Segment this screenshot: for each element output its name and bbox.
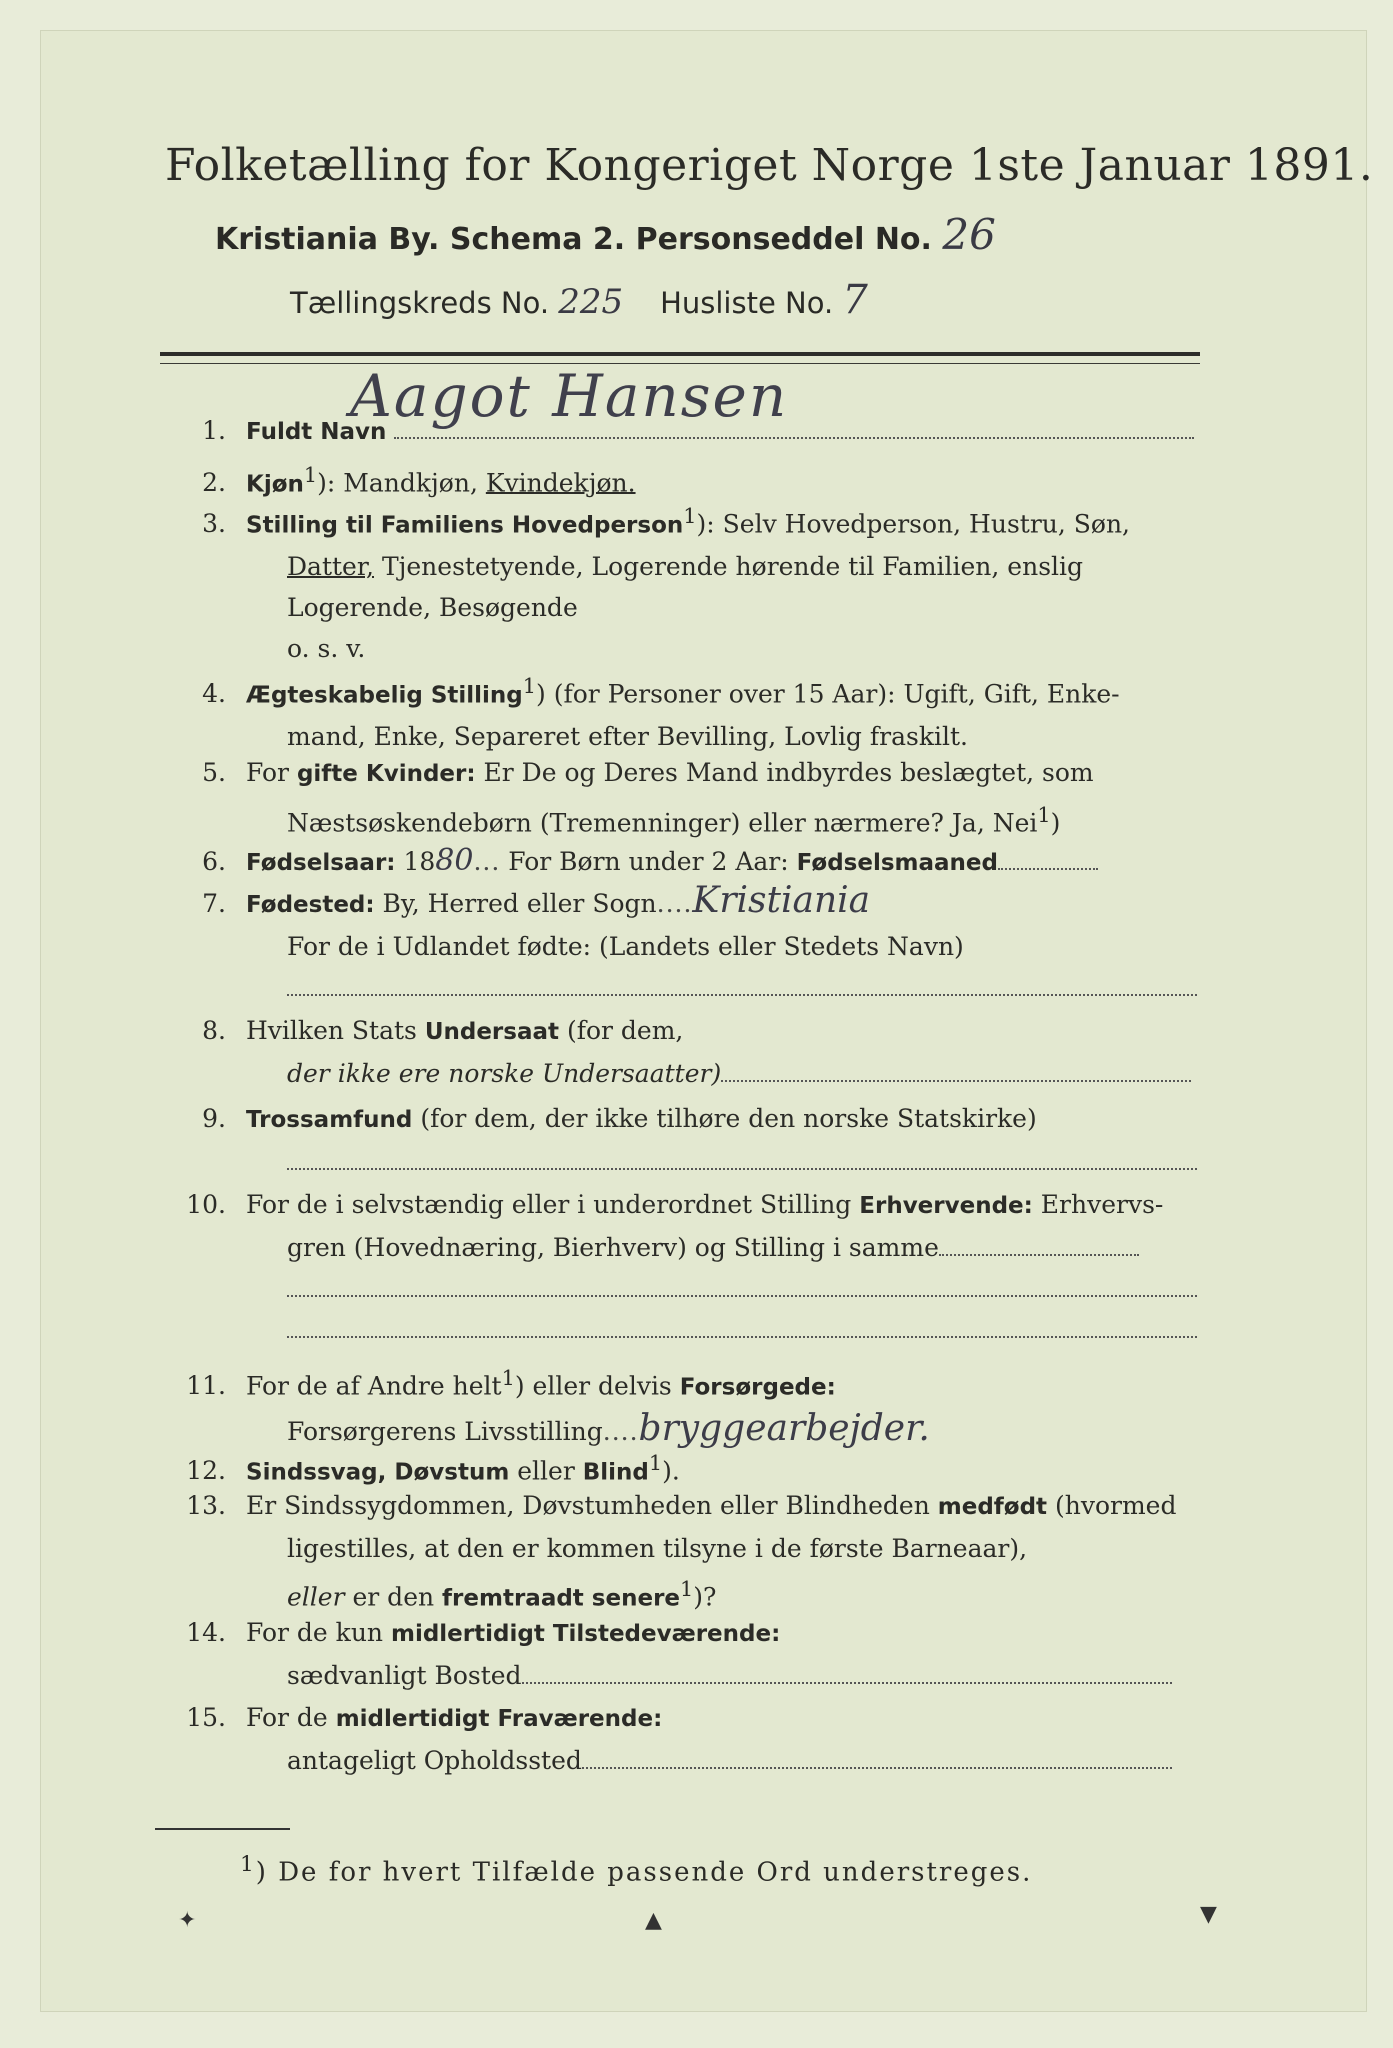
selected-option: Kvindekjøn. (485, 468, 636, 498)
registration-mark-icon: ✦ (178, 1908, 197, 1933)
birth-year-value: 80 (435, 843, 474, 878)
item-9 (160, 1098, 1200, 1182)
item-label: medfødt (937, 1494, 1048, 1520)
item-text: Erhvervs- (1032, 1190, 1164, 1219)
footnote-marker: 1 (240, 1852, 256, 1877)
item-text: )? (693, 1582, 717, 1612)
item-number: 12. (186, 1456, 226, 1486)
item-label: midlertidigt Tilstedeværende: (390, 1621, 781, 1647)
kreds-label: Tællingskreds No. (290, 286, 550, 320)
item-text: 18 (395, 847, 436, 876)
item-label: Undersaat (424, 1019, 559, 1045)
item-text: ) eller delvis (514, 1371, 680, 1401)
item-number: 13. (186, 1491, 226, 1520)
fill-line (522, 1682, 1172, 1684)
footnote-rule (155, 1828, 290, 1830)
item-text: Hvilken Stats (246, 1016, 425, 1045)
item-label: Trossamfund (246, 1107, 413, 1133)
item-label: Sindssvag, Døvstum (246, 1459, 510, 1486)
item-text: Tjenestetyende, Logerende hørende til Familien, enslig (374, 552, 1084, 582)
item-8 (160, 1010, 1200, 1094)
item-15 (160, 1697, 1200, 1781)
item-label: Stilling til Familiens Hovedperson (246, 512, 684, 539)
item-text: Næstsøskendebørn (Tremenninger) eller nærmere? Ja, Nei (287, 808, 1038, 838)
item-text: o. s. v. (287, 634, 366, 664)
item-7: 7. Fødested: By, Herred eller Sogn....Kristiania For de i Udlandet fødte: (Landets eller Stedets Navn) (160, 880, 1200, 1008)
husliste-label: Husliste No. (660, 286, 834, 320)
footnote-ref: 1 (303, 463, 318, 487)
item-text: (for dem, der ikke tilhøre den norske Statskirke) (412, 1104, 1037, 1133)
item-text: gren (Hovednæring, Bierhverv) og Stilling i samme (287, 1233, 939, 1262)
item-label: Fødselsaar: (246, 850, 396, 876)
item-14 (160, 1612, 1200, 1696)
fill-line (287, 1336, 1197, 1338)
kreds-number: 225 (558, 282, 624, 322)
item-number: 11. (186, 1371, 226, 1401)
item-text: For de (246, 1703, 336, 1732)
city-schema-label: Kristiania By. Schema 2. Personseddel No. (215, 222, 932, 257)
item-text: For Børn under 2 Aar: (500, 847, 797, 876)
item-label: Fuldt Navn (246, 419, 387, 445)
signature-name: Aagot Hansen (350, 362, 789, 430)
item-text: For de kun (246, 1618, 391, 1647)
item-text: ): Mandkjøn, (317, 468, 486, 498)
item-text: Er Sindssygdommen, Døvstumheden eller Blindheden (246, 1491, 938, 1520)
item-number: 5. (202, 758, 226, 787)
fill-line (394, 437, 1194, 439)
item-label: Kjøn (246, 471, 304, 498)
item-text: ) (for Personer over 15 Aar): Ugift, Gift, Enke- (536, 679, 1120, 709)
item-text: mand, Enke, Separeret efter Bevilling, Lovlig fraskilt. (287, 722, 968, 752)
item-text: er den (344, 1582, 443, 1612)
husliste-number: 7 (842, 277, 868, 323)
item-text: Logerende, Besøgende (287, 593, 578, 623)
provider-occupation-value: bryggearbejder. (638, 1408, 930, 1450)
item-text: antageligt Opholdssted (287, 1746, 582, 1775)
kreds-line (290, 277, 868, 323)
item-number: 6. (202, 847, 226, 876)
birthplace-value: Kristiania (692, 880, 871, 921)
item-text: Forsørgerens Livsstilling (287, 1417, 603, 1447)
item-text: For (246, 758, 297, 787)
item-label: midlertidigt Fraværende: (335, 1706, 663, 1732)
item-text: For de af Andre helt (246, 1371, 502, 1401)
item-6: 6. Fødselsaar: 1880... For Børn under 2 Aar: Fødselsmaaned (160, 840, 1200, 884)
fill-line (939, 1254, 1139, 1256)
item-number: 3. (202, 509, 226, 539)
item-number: 15. (186, 1703, 226, 1732)
schema-line (215, 210, 996, 259)
item-number: 8. (202, 1016, 226, 1045)
item-label: Ægteskabelig Stilling (246, 682, 523, 709)
item-label: Fødested: (246, 892, 375, 918)
footnote-text: De for hvert Tilfælde passende Ord understreges. (278, 1857, 1033, 1888)
fill-line (287, 994, 1197, 996)
item-12: 12. Sindssvag, Døvstum eller Blind$^1$). (160, 1443, 1200, 1493)
item-text: ligestilles, at den er kommen tilsyne i de første Barneaar), (287, 1534, 1028, 1563)
fill-line (721, 1080, 1191, 1082)
page-title: Folketælling for Kongeriget Norge 1ste Januar 1891. (165, 140, 1374, 191)
item-text: eller (287, 1582, 345, 1612)
item-text: ): Selv Hovedperson, Hustru, Søn, (696, 509, 1130, 539)
item-text: (hvormed (1047, 1491, 1177, 1520)
item-10 (160, 1184, 1200, 1350)
item-text: Er De og Deres Mand indbyrdes beslægtet, som (475, 758, 1094, 787)
item-label: gifte Kvinder: (296, 761, 476, 787)
item-number: 4. (202, 679, 226, 709)
item-label: Forsørgede: (679, 1374, 836, 1401)
registration-mark-icon: ▼ (1200, 1902, 1217, 1927)
item-13: 13. Er Sindssygdommen, Døvstumheden eller Blindheden medfødt (hvormed ligestilles, at den er kommen tilsyne i de første Barneaar), eller er den fremtraadt senere$^1$)? (160, 1485, 1200, 1619)
item-text: For de i Udlandet fødte: (Landets eller Stedets Navn) (287, 932, 964, 961)
fill-line (582, 1767, 1172, 1769)
item-1 (160, 410, 1200, 453)
item-number: 1. (202, 416, 226, 445)
fill-line (287, 1295, 1197, 1297)
registration-mark-icon: ▲ (645, 1908, 662, 1933)
item-11: 11. For de af Andre helt$^1$) eller delvis Forsørgede: Forsørgerens Livsstilling....bryggearbejder. (160, 1358, 1200, 1452)
item-3: 3. Stilling til Familiens Hovedperson$^1$): Selv Hovedperson, Hustru, Søn, Datter, Tjenestetyende, Logerende hørende til Familien, enslig Logerende, Besøgende o. s. v. (160, 496, 1200, 669)
header-rule-thick (160, 352, 1200, 356)
item-number: 10. (186, 1190, 226, 1219)
item-text: sædvanligt Bosted (287, 1661, 522, 1690)
item-text: By, Herred eller Sogn (374, 889, 657, 918)
item-number: 2. (202, 468, 226, 498)
footnote: $^1$) De for hvert Tilfælde passende Ord understreges. (240, 1852, 1033, 1888)
item-label: Erhvervende: (859, 1193, 1033, 1219)
item-label: Fødselsmaaned (796, 850, 998, 876)
personseddel-number: 26 (942, 210, 996, 259)
item-number: 14. (186, 1618, 226, 1647)
item-number: 9. (202, 1104, 226, 1133)
item-number: 7. (202, 889, 226, 918)
item-label: Blind (582, 1459, 649, 1486)
item-text: der ikke ere norske Undersaatter) (287, 1059, 722, 1088)
item-text: eller (509, 1456, 583, 1486)
fill-line (998, 868, 1098, 870)
item-text: (for dem, (559, 1016, 684, 1045)
item-5: 5. For gifte Kvinder: Er De og Deres Mand indbyrdes beslægtet, som Næstsøskendebørn (Tremenninger) eller nærmere? Ja, Nei$^1$) (160, 752, 1200, 843)
item-4: 4. Ægteskabelig Stilling$^1$) (for Personer over 15 Aar): Ugift, Gift, Enke- mand, Enke, Separeret efter Bevilling, Lovlig fraskilt. (160, 666, 1200, 757)
fill-line (287, 1168, 1197, 1170)
item-text: For de i selvstændig eller i underordnet Stilling (246, 1190, 860, 1219)
selected-option: Datter, (287, 552, 374, 582)
item-label: fremtraadt senere (442, 1585, 681, 1612)
